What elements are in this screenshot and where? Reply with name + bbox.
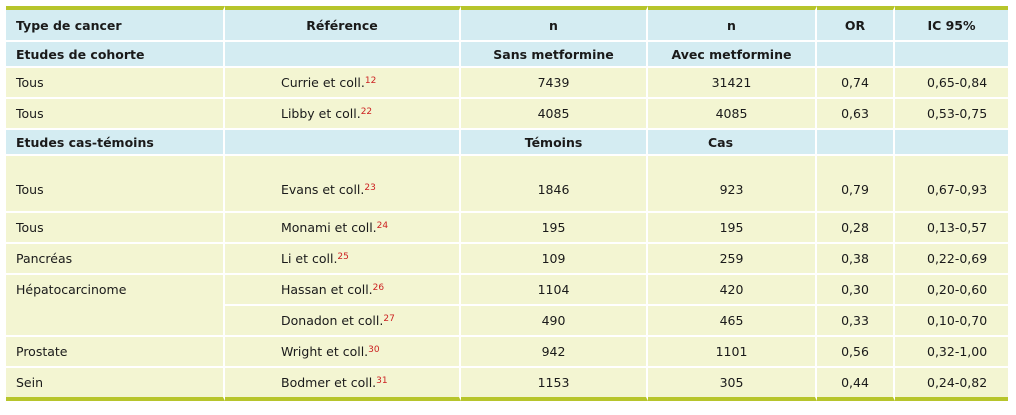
- cell-or: 0,33: [817, 306, 895, 337]
- reference-text: Monami et coll.: [281, 220, 377, 235]
- metformin-cancer-table: [6, 6, 1008, 401]
- reference-text: Libby et coll.: [281, 106, 361, 121]
- header-n-1: n: [461, 6, 648, 42]
- reference-text: Li et coll.: [281, 251, 338, 266]
- section-empty-cell: [895, 130, 1008, 156]
- reference-text: Wright et coll.: [281, 344, 369, 359]
- cell-n1: 7439: [461, 68, 648, 99]
- cell-ic: 0,13-0,57: [895, 213, 1008, 244]
- cell-n2: 465: [648, 306, 817, 337]
- section-col3-sans-metformine: Sans metformine: [461, 42, 648, 68]
- section-empty-cell: [225, 130, 461, 156]
- reference-text: Bodmer et coll.: [281, 375, 377, 390]
- cell-ic: 0,67-0,93: [895, 156, 1008, 213]
- cell-ic: 0,20-0,60: [895, 275, 1008, 306]
- cell-type: Tous: [6, 99, 225, 130]
- cell-n1: 942: [461, 337, 648, 368]
- table-row: [6, 99, 1008, 130]
- section-label-cohorte: Etudes de cohorte: [6, 42, 225, 68]
- header-reference: Référence: [225, 6, 461, 42]
- footnote-ref[interactable]: 26: [372, 283, 385, 293]
- section-label-cas-temoins: Etudes cas-témoins: [6, 130, 225, 156]
- cell-n1: 195: [461, 213, 648, 244]
- cell-n2: 1101: [648, 337, 817, 368]
- cell-n2: 31421: [648, 68, 817, 99]
- cell-ic: 0,65-0,84: [895, 68, 1008, 99]
- footnote-ref[interactable]: 23: [364, 183, 376, 193]
- header-ic-95: IC 95%: [895, 6, 1008, 42]
- reference-text: Evans et coll.: [281, 182, 365, 197]
- section-col4-cas: Cas: [648, 130, 817, 156]
- cell-n1: 490: [461, 306, 648, 337]
- cell-or: 0,74: [817, 68, 895, 99]
- cell-n2: 195: [648, 213, 817, 244]
- cell-reference: [225, 368, 461, 401]
- reference-text: Hassan et coll.: [281, 282, 373, 297]
- cell-n1: 1153: [461, 368, 648, 401]
- cell-or: 0,30: [817, 275, 895, 306]
- footnote-ref[interactable]: 22: [360, 107, 373, 117]
- cell-reference: [225, 68, 461, 99]
- metformin-cancer-table-container: [6, 6, 1008, 401]
- table-header-row: [6, 6, 1008, 42]
- section-empty-cell: [817, 130, 895, 156]
- cell-reference: [225, 306, 461, 337]
- cell-type: Hépatocarcinome: [6, 275, 225, 337]
- cell-or: 0,63: [817, 99, 895, 130]
- cell-n2: 305: [648, 368, 817, 401]
- section-col3-temoins: Témoins: [461, 130, 648, 156]
- cell-reference: [225, 337, 461, 368]
- cell-n2: 4085: [648, 99, 817, 130]
- cell-reference: [225, 213, 461, 244]
- section-empty-cell: [817, 42, 895, 68]
- cell-n2: 923: [648, 156, 817, 213]
- section-row-cas-temoins: [6, 130, 1008, 156]
- section-empty-cell: [895, 42, 1008, 68]
- cell-type: Tous: [6, 68, 225, 99]
- cell-type: Pancréas: [6, 244, 225, 275]
- table-row: [6, 68, 1008, 99]
- cell-ic: 0,10-0,70: [895, 306, 1008, 337]
- cell-type: Sein: [6, 368, 225, 401]
- footnote-ref[interactable]: 31: [376, 376, 388, 386]
- cell-or: 0,38: [817, 244, 895, 275]
- cell-ic: 0,53-0,75: [895, 99, 1008, 130]
- footnote-ref[interactable]: 25: [337, 252, 349, 262]
- cell-or: 0,79: [817, 156, 895, 213]
- cell-n2: 259: [648, 244, 817, 275]
- cell-or: 0,44: [817, 368, 895, 401]
- cell-reference: [225, 244, 461, 275]
- cell-n1: 1846: [461, 156, 648, 213]
- section-col4-avec-metformine: Avec metformine: [648, 42, 817, 68]
- footnote-ref[interactable]: 27: [383, 314, 395, 324]
- cell-n1: 109: [461, 244, 648, 275]
- table-row: [6, 156, 1008, 213]
- header-or: OR: [817, 6, 895, 42]
- cell-type: Prostate: [6, 337, 225, 368]
- cell-ic: 0,22-0,69: [895, 244, 1008, 275]
- reference-text: Currie et coll.: [281, 75, 365, 90]
- cell-reference: [225, 156, 461, 213]
- cell-ic: 0,24-0,82: [895, 368, 1008, 401]
- footnote-ref[interactable]: 12: [364, 76, 377, 86]
- cell-type: Tous: [6, 213, 225, 244]
- cell-reference: [225, 275, 461, 306]
- footnote-ref[interactable]: 30: [368, 345, 380, 355]
- table-row: [6, 213, 1008, 244]
- cell-or: 0,56: [817, 337, 895, 368]
- cell-n1: 4085: [461, 99, 648, 130]
- table-row: [6, 244, 1008, 275]
- cell-or: 0,28: [817, 213, 895, 244]
- footnote-ref[interactable]: 24: [376, 221, 389, 231]
- table-row: [6, 368, 1008, 401]
- cell-ic: 0,32-1,00: [895, 337, 1008, 368]
- header-type-de-cancer: Type de cancer: [6, 6, 225, 42]
- section-row-cohorte: [6, 42, 1008, 68]
- table-row: [6, 337, 1008, 368]
- cell-n2: 420: [648, 275, 817, 306]
- reference-text: Donadon et coll.: [281, 313, 384, 328]
- cell-type: Tous: [6, 156, 225, 213]
- table-row: [6, 275, 1008, 306]
- cell-reference: [225, 99, 461, 130]
- section-empty-cell: [225, 42, 461, 68]
- cell-n1: 1104: [461, 275, 648, 306]
- header-n-2: n: [648, 6, 817, 42]
